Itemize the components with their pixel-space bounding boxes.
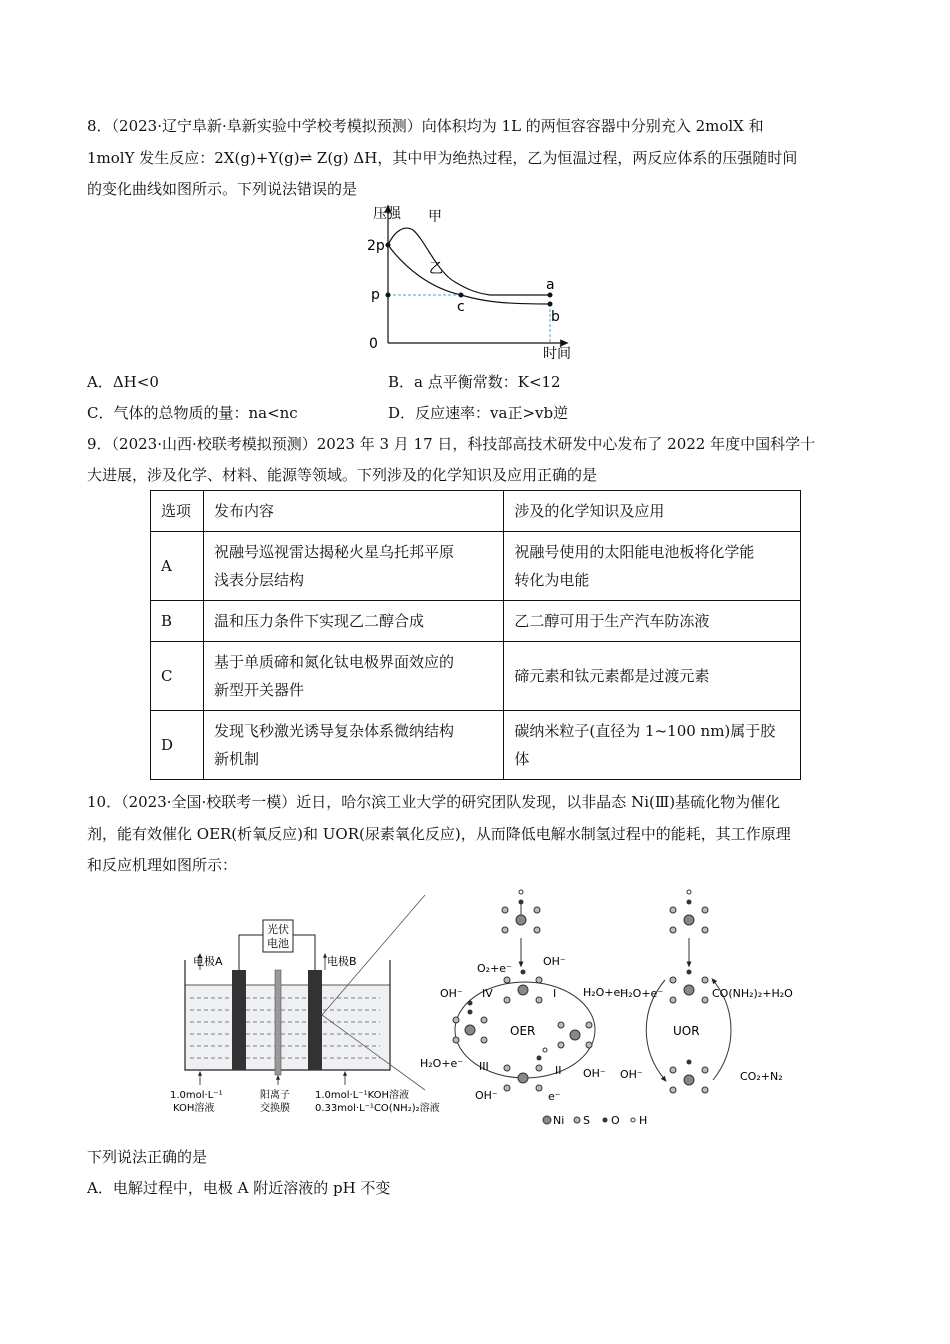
legend-s: S <box>583 1114 590 1127</box>
x-axis-label: 时间 <box>543 346 571 362</box>
header-knowledge: 涉及的化学知识及应用 <box>504 491 801 532</box>
label-jia: 甲 <box>428 209 442 225</box>
knowledge-line: 体 <box>514 750 530 768</box>
figure-legend <box>543 1114 647 1127</box>
uor-molecule-mid <box>670 970 708 1004</box>
header-option: 选项 <box>151 491 204 532</box>
point-p <box>386 293 391 298</box>
h2oe-right-label: H₂O+e⁻ <box>583 986 627 999</box>
point-b <box>548 302 553 307</box>
oh-bottom-left-label: OH⁻ <box>475 1089 498 1102</box>
pv-label-2: 电池 <box>267 937 289 950</box>
step-iv: IV <box>482 987 493 1000</box>
y-axis-label: 压强 <box>373 206 401 222</box>
q10-line-2: 剂，能有效催化 OER(析氧反应)和 UOR(尿素氧化反应)，从而降低电解水制氢过程中的能耗，其工作原理 <box>87 825 791 843</box>
knowledge-line: 转化为电能 <box>514 571 590 589</box>
content-line: 新机制 <box>213 750 259 768</box>
e-bottom-label: e⁻ <box>548 1090 561 1103</box>
row-knowledge <box>504 642 801 711</box>
row-knowledge <box>504 711 801 780</box>
uor-label: UOR <box>673 1024 700 1038</box>
row-knowledge <box>504 601 801 642</box>
electrolysis-figure <box>165 880 805 1130</box>
content-line: 新型开关器件 <box>213 681 304 699</box>
pressure-time-graph <box>365 200 585 365</box>
o2e-label: O₂+e⁻ <box>477 962 512 975</box>
uor-oh-label: OH⁻ <box>620 1068 643 1081</box>
q10-line-1: 10．（2023·全国·校联考一模）近日，哈尔滨工业大学的研究团队发现，以非晶态 Ni(Ⅲ)基硫化物为催化 <box>87 793 781 811</box>
molecule-ii <box>558 1022 592 1048</box>
left-solution-2: KOH溶液 <box>173 1103 215 1114</box>
origin-label: 0 <box>369 336 378 352</box>
row-content <box>203 642 503 711</box>
label-a: a <box>546 277 555 293</box>
q8-line-1: 8．（2023·辽宁阜新·阜新实验中学校考模拟预测）向体积均为 1L 的两恒容容器中分别充入 2molX 和 <box>87 117 764 135</box>
uor-molecule-top <box>670 890 708 933</box>
row-option: B <box>151 601 204 642</box>
cation-membrane <box>275 970 281 1075</box>
knowledge-line: 祝融号使用的太阳能电池板将化学能 <box>514 543 755 561</box>
uor-molecule-bottom <box>670 1060 708 1094</box>
legend-o: O <box>611 1114 620 1127</box>
label-b: b <box>551 309 560 325</box>
row-knowledge <box>504 532 801 601</box>
header-content: 发布内容 <box>203 491 503 532</box>
knowledge-line: 碳纳米粒子(直径为 1~100 nm)属于胶 <box>514 722 776 740</box>
q9-line-1: 9．（2023·山西·校联考模拟预测）2023 年 3 月 17 日，科技部高技术研发中心发布了 2022 年度中国科学十 <box>87 435 816 453</box>
table-row <box>151 601 801 642</box>
q8-line-3: 的变化曲线如图所示。下列说法错误的是 <box>87 180 358 198</box>
uor-mechanism <box>620 890 793 1093</box>
row-content <box>203 711 503 780</box>
membrane-label-1: 阳离子 <box>260 1090 290 1101</box>
molecule-iii <box>504 1048 547 1091</box>
oh-bottom-right-label: OH⁻ <box>583 1067 606 1080</box>
membrane-label-2: 交换膜 <box>260 1103 290 1114</box>
q8-line-2: 1molY 发生反应：2X(g)+Y(g)⇌ Z(g) ΔH，其中甲为绝热过程，乙为恒温过程，两反应体系的压强随时间 <box>87 149 798 167</box>
oer-mechanism <box>420 890 626 1103</box>
table-row <box>151 642 801 711</box>
point-c <box>459 293 464 298</box>
tick-p: p <box>371 287 380 303</box>
uor-co2-label: CO₂+N₂ <box>740 1070 783 1083</box>
oh-left-label: OH⁻ <box>440 987 463 1000</box>
electrode-a <box>232 970 246 1070</box>
row-option: C <box>151 642 204 711</box>
knowledge-line: 乙二醇可用于生产汽车防冻液 <box>514 612 710 630</box>
electrolysis-cell <box>170 895 440 1114</box>
label-c: c <box>457 299 465 315</box>
content-line: 发现飞秒激光诱导复杂体系微纳结构 <box>213 722 454 740</box>
left-solution-1: 1.0mol·L⁻¹ <box>170 1090 223 1101</box>
table-header-row <box>151 491 801 532</box>
tick-2p: 2p <box>367 238 385 254</box>
step-i: I <box>553 987 557 1000</box>
content-line: 基于单质碲和氮化钛电极界面效应的 <box>213 653 454 671</box>
electrode-b <box>308 970 322 1070</box>
q9-table <box>150 490 801 780</box>
q10-line-3: 和反应机理如图所示： <box>87 856 238 874</box>
legend-h: H <box>639 1114 648 1127</box>
point-2p <box>386 243 391 248</box>
row-content <box>203 601 503 642</box>
q8-option-d: D．反应速率：va正>vb逆 <box>388 404 569 422</box>
point-a <box>548 293 553 298</box>
electrode-a-label: 电极A <box>193 955 223 968</box>
oh-top-label: OH⁻ <box>543 955 566 968</box>
right-solution-2: 0.33mol·L⁻¹CO(NH₂)₂溶液 <box>315 1103 440 1114</box>
pv-label-1: 光伏 <box>267 923 289 936</box>
uor-urea-label: CO(NH₂)₂+H₂O <box>712 987 793 1000</box>
row-option: A <box>151 532 204 601</box>
h2oe-left-label: H₂O+e⁻ <box>420 1057 464 1070</box>
step-iii: III <box>479 1060 489 1073</box>
q8-option-c: C．气体的总物质的量：na<nc <box>87 404 298 422</box>
electrode-b-label: 电极B <box>327 955 357 968</box>
row-option: D <box>151 711 204 780</box>
right-solution-1: 1.0mol·L⁻¹KOH溶液 <box>315 1090 409 1101</box>
uor-h2oe-label: H₂O+e⁻ <box>620 987 664 1000</box>
label-yi: 乙 <box>429 261 443 277</box>
legend-ni: Ni <box>553 1114 565 1127</box>
q10-option-a: A．电解过程中，电极 A 附近溶液的 pH 不变 <box>87 1179 391 1197</box>
molecule-iv <box>453 1001 487 1044</box>
row-content <box>203 532 503 601</box>
step-ii: II <box>555 1064 562 1077</box>
curve-jia <box>388 228 550 295</box>
table-row <box>151 532 801 601</box>
knowledge-line: 碲元素和钛元素都是过渡元素 <box>514 667 710 685</box>
q8-option-b: B．a 点平衡常数：K<12 <box>388 373 561 391</box>
oer-label: OER <box>510 1024 536 1038</box>
q10-prompt: 下列说法正确的是 <box>87 1148 208 1166</box>
content-line: 浅表分层结构 <box>213 571 304 589</box>
content-line: 祝融号巡视雷达揭秘火星乌托邦平原 <box>213 543 454 561</box>
molecule-top <box>502 890 540 933</box>
q8-option-a: A．ΔH<0 <box>87 373 159 391</box>
table-row <box>151 711 801 780</box>
q9-line-2: 大进展，涉及化学、材料、能源等领域。下列涉及的化学知识及应用正确的是 <box>87 466 598 484</box>
content-line: 温和压力条件下实现乙二醇合成 <box>213 612 424 630</box>
